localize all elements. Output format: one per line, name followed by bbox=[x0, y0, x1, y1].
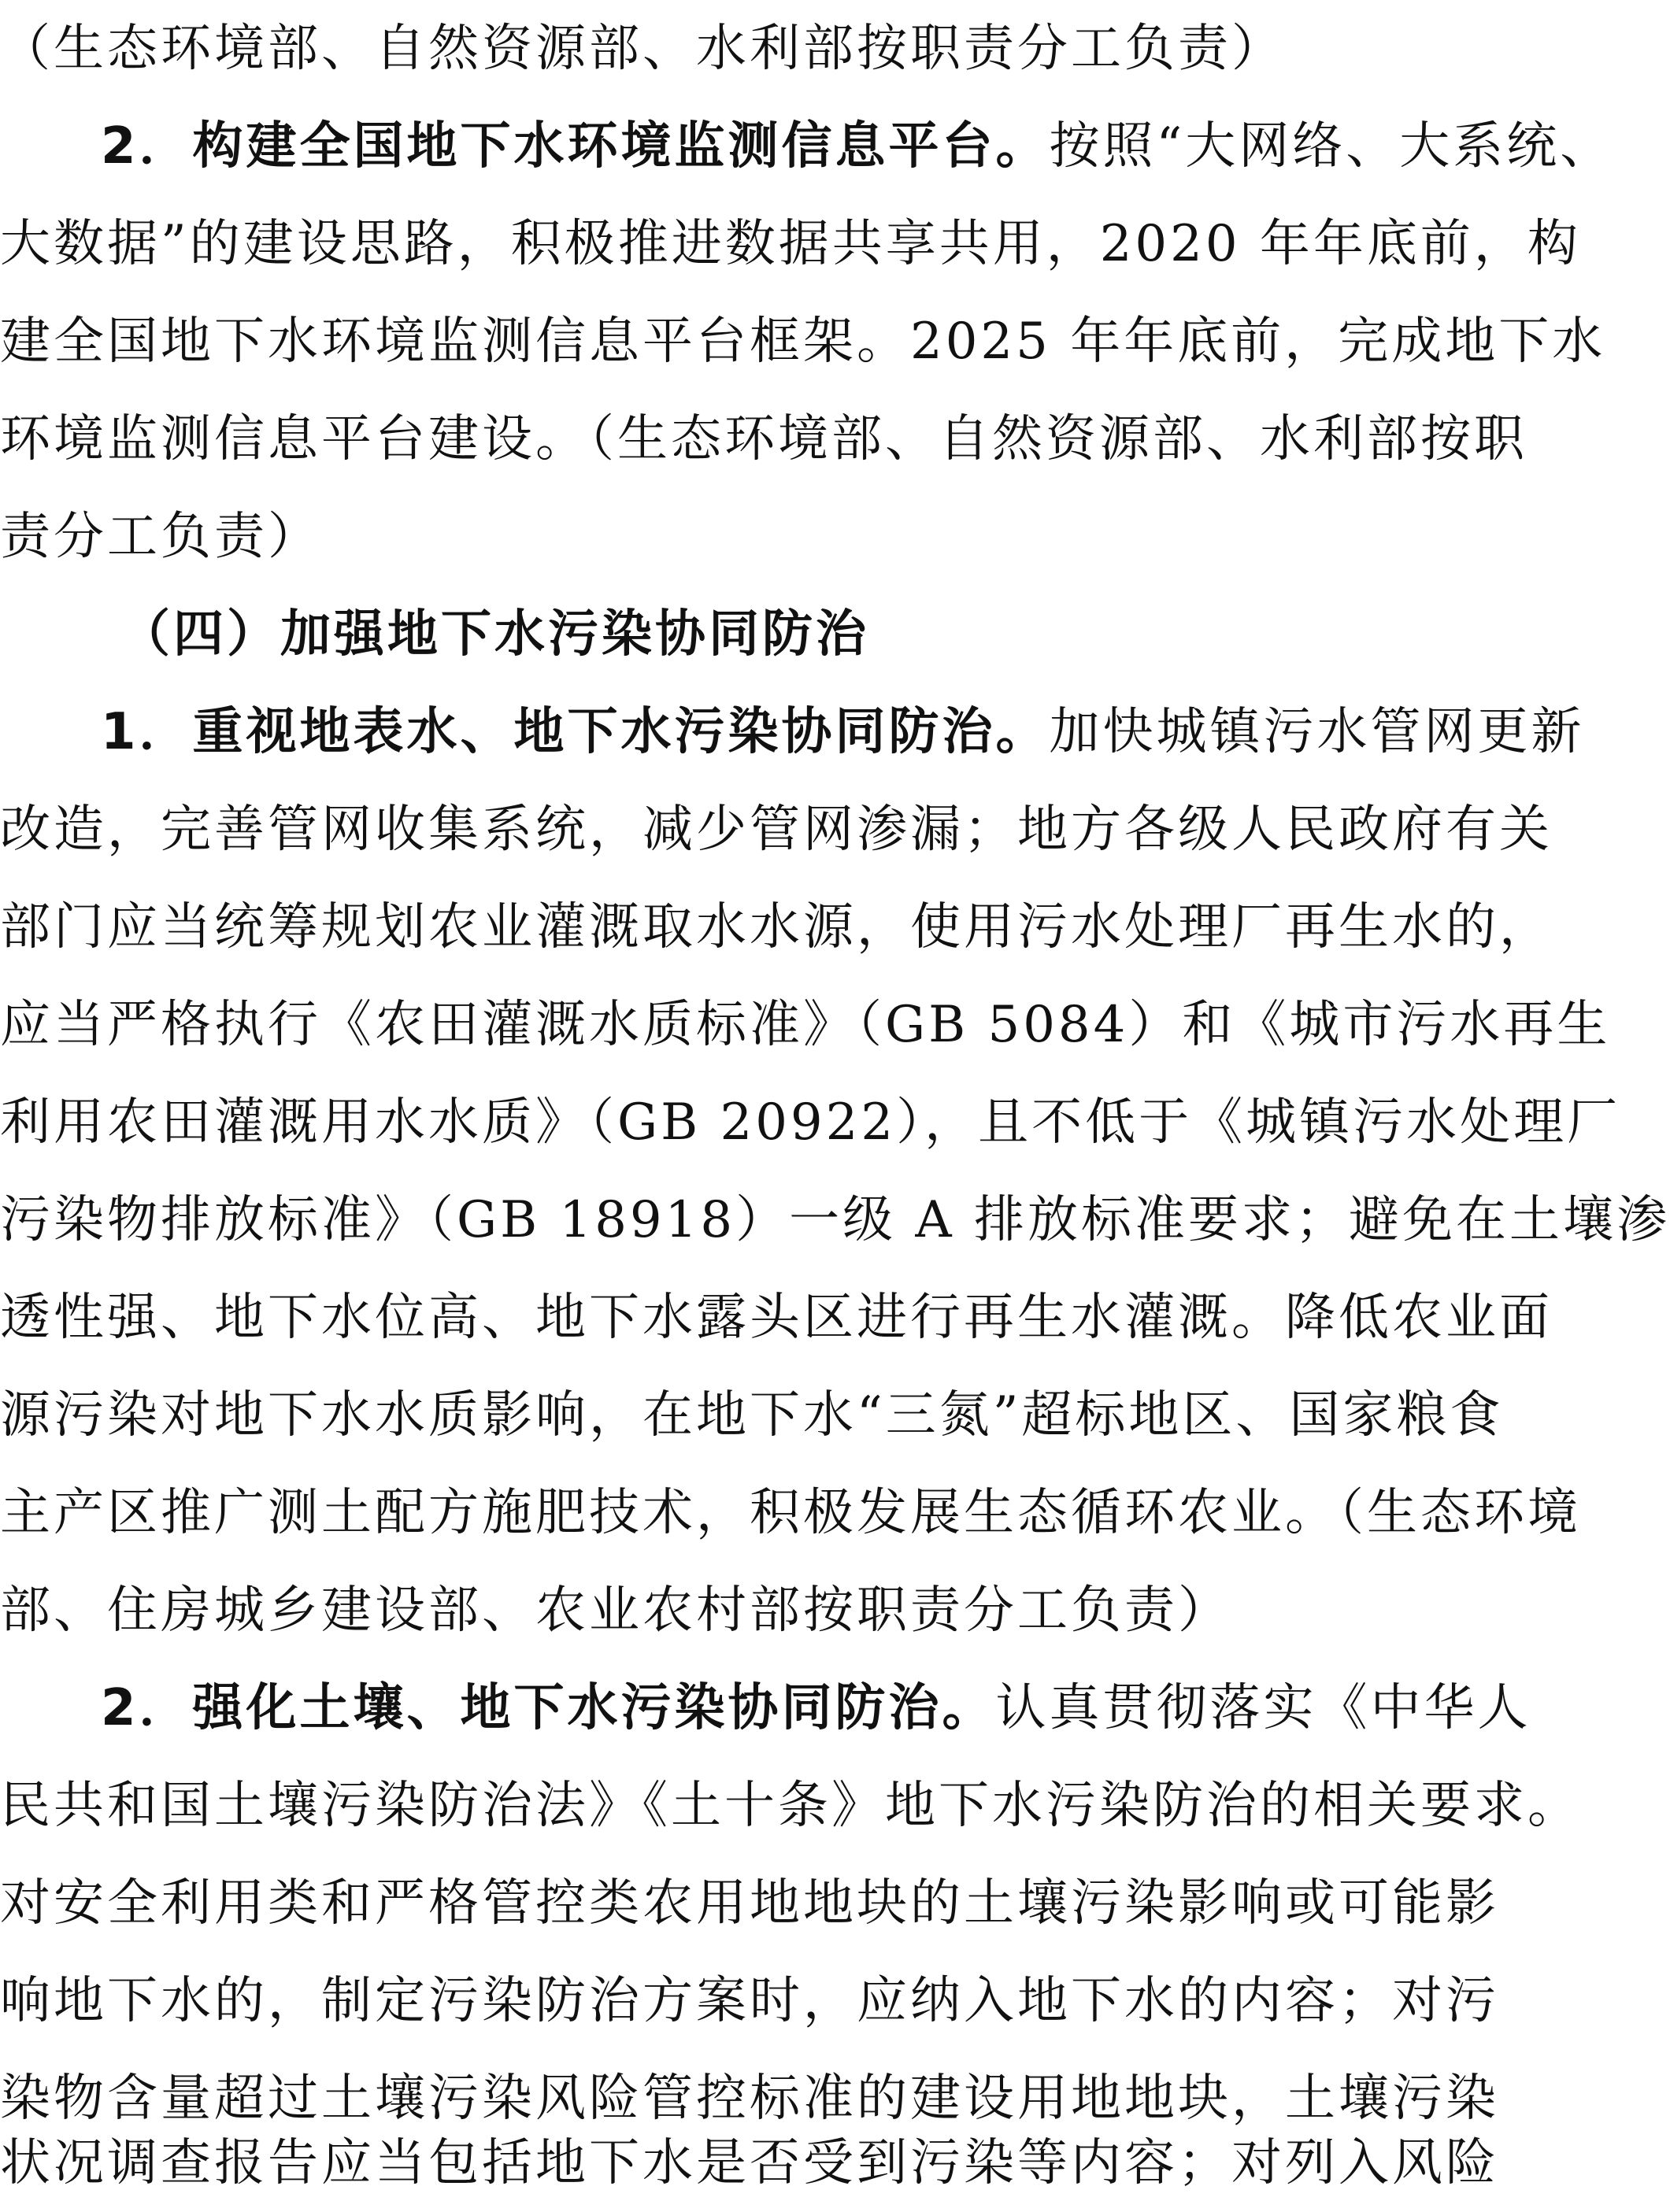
text-line-15 bbox=[0, 1367, 1504, 1464]
text-line-9 bbox=[0, 781, 1553, 879]
text-line-8 bbox=[101, 683, 1585, 781]
line-5-text: 环境监测信息平台建设。（生态环境部、自然资源部、水利部按职 bbox=[0, 410, 1527, 468]
text-line-21 bbox=[0, 1952, 1499, 2050]
line-2-bold: 2．构建全国地下水环境监测信息平台。 bbox=[101, 117, 1050, 176]
text-line-13 bbox=[0, 1171, 1670, 1269]
text-line-17 bbox=[0, 1562, 1494, 1659]
text-line-19 bbox=[0, 1757, 1581, 1855]
line-2-text: 按照“大网络、大系统、 bbox=[1049, 117, 1614, 176]
text-line-18 bbox=[101, 1659, 1531, 1757]
line-3-text: 大数据”的建设思路，积极推进数据共享共用，2020 年年底前，构 bbox=[0, 215, 1581, 273]
line-19-text: 民共和国土壤污染防治法》《土十条》地下水污染防治的相关要求。 bbox=[0, 1777, 1581, 1835]
line-14-text: 透性强、地下水位高、地下水露头区进行再生水灌溉。降低农业面 bbox=[0, 1289, 1553, 1347]
text-line-12 bbox=[0, 1074, 1621, 1171]
line-18-bold: 2．强化土壤、地下水污染协同防治。 bbox=[101, 1679, 996, 1737]
line-13-text: 污染物排放标准》（GB 18918）一级 A 排放标准要求；避免在土壤渗 bbox=[0, 1191, 1670, 1249]
line-18-text: 认真贯彻落实《中华人 bbox=[995, 1679, 1531, 1737]
line-8-bold: 1．重视地表水、地下水污染协同防治。 bbox=[101, 703, 1050, 761]
text-line-4 bbox=[0, 293, 1606, 390]
line-11-text: 应当严格执行《农田灌溉水质标准》（GB 5084）和《城市污水再生 bbox=[0, 996, 1611, 1054]
line-17-text: 部、住房城乡建设部、农业农村部按职责分工负责） bbox=[0, 1581, 1231, 1640]
line-7-bold: （四）加强地下水污染协同防治 bbox=[120, 605, 869, 664]
line-22-text: 染物含量超过土壤污染风险管控标准的建设用地地块，土壤污染 bbox=[0, 2070, 1499, 2128]
text-line-20 bbox=[0, 1855, 1499, 1952]
line-20-text: 对安全利用类和严格管控类农用地地块的土壤污染影响或可能影 bbox=[0, 1874, 1499, 1933]
line-8-text: 加快城镇污水管网更新 bbox=[1049, 703, 1585, 761]
line-23-text: 状况调查报告应当包括地下水是否受到污染等内容；对列入风险 bbox=[0, 2134, 1499, 2192]
text-line-16 bbox=[0, 1464, 1581, 1562]
line-16-text: 主产区推广测土配方施肥技术，积极发展生态循环农业。（生态环境 bbox=[0, 1484, 1581, 1542]
text-line-11 bbox=[0, 976, 1611, 1074]
text-line-3 bbox=[0, 195, 1581, 293]
text-line-6 bbox=[0, 488, 1494, 586]
line-4-text: 建全国地下水环境监测信息平台框架。2025 年年底前，完成地下水 bbox=[0, 313, 1606, 371]
line-10-text: 部门应当统筹规划农业灌溉取水水源，使用污水处理厂再生水的， bbox=[0, 898, 1553, 956]
line-12-text: 利用农田灌溉用水水质》（GB 20922），且不低于《城镇污水处理厂 bbox=[0, 1093, 1621, 1152]
text-line-1 bbox=[0, 0, 1494, 98]
text-line-14 bbox=[0, 1269, 1553, 1367]
text-line-7 bbox=[120, 586, 1494, 683]
line-21-text: 响地下水的，制定污染防治方案时，应纳入地下水的内容；对污 bbox=[0, 1972, 1499, 2030]
text-line-23 bbox=[0, 2114, 1499, 2212]
text-line-5 bbox=[0, 390, 1527, 488]
line-15-text: 源污染对地下水水质影响，在地下水“三氮”超标地区、国家粮食 bbox=[0, 1386, 1504, 1444]
line-9-text: 改造，完善管网收集系统，减少管网渗漏；地方各级人民政府有关 bbox=[0, 801, 1553, 859]
text-line-10 bbox=[0, 879, 1553, 976]
text-line-2 bbox=[101, 98, 1614, 195]
line-1-text: （生态环境部、自然资源部、水利部按职责分工负责） bbox=[0, 20, 1285, 78]
line-6-text: 责分工负责） bbox=[0, 508, 321, 566]
